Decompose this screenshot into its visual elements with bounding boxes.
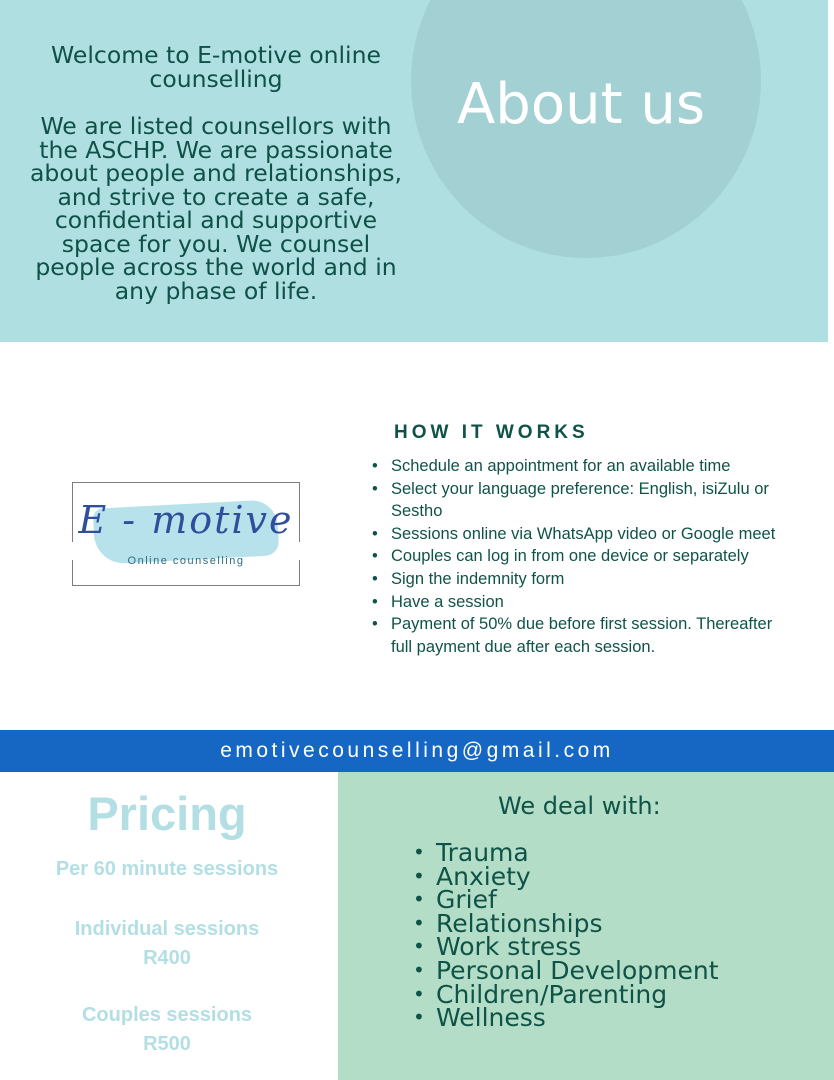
list-item: • Sessions online via WhatsApp video or Google meet	[391, 523, 791, 546]
about-title: About us	[456, 72, 706, 137]
list-item: • Trauma	[436, 841, 719, 865]
welcome-heading: Welcome to E-motive online counselling	[51, 41, 381, 93]
list-item: • Couples can log in from one device or separately	[391, 545, 791, 568]
logo-tagline: Online counselling	[127, 555, 245, 567]
couples-sessions-label: Couples sessions	[81, 1004, 253, 1026]
list-item: • Children/Parenting	[436, 983, 719, 1007]
services-title: We deal with:	[498, 792, 661, 820]
email-bar	[0, 730, 834, 772]
intro-paragraph: We are listed counsellors with the ASCHP. We are passionate about people and relationships, and strive to create a safe, confidential and supportive space for you. We counsel people across the world and in any phase of life.	[30, 112, 402, 305]
list-item: • Schedule an appointment for an available time	[391, 455, 791, 478]
individual-sessions-label: Individual sessions	[74, 918, 260, 940]
services-list	[436, 838, 719, 1033]
about-section	[0, 0, 828, 342]
individual-sessions-price: R400	[143, 947, 191, 969]
how-it-works-list	[391, 455, 791, 658]
list-item: • Grief	[436, 888, 719, 912]
pricing-title: Pricing	[87, 787, 247, 840]
list-item: • Select your language preference: English, isiZulu or Sestho	[391, 478, 791, 523]
list-item: • Have a session	[391, 591, 791, 614]
couples-sessions-price: R500	[143, 1033, 191, 1055]
services-section	[338, 772, 834, 1080]
logo	[72, 482, 300, 586]
email-link[interactable]: emotivecounselling@gmail.com	[220, 739, 614, 762]
logo-wordmark: E - motive	[78, 498, 294, 542]
welcome-text-block	[30, 41, 402, 305]
list-item: • Sign the indemnity form	[391, 568, 791, 591]
pricing-section	[0, 772, 338, 1080]
how-it-works-title: HOW IT WORKS	[394, 422, 589, 443]
session-duration: Per 60 minute sessions	[55, 858, 279, 880]
list-item: • Anxiety	[436, 865, 719, 889]
list-item: • Personal Development	[436, 959, 719, 983]
list-item: • Payment of 50% due before first session. Thereafter full payment due after each session.	[391, 613, 791, 658]
list-item: • Work stress	[436, 935, 719, 959]
list-item: • Relationships	[436, 912, 719, 936]
list-item: • Wellness	[436, 1006, 719, 1030]
